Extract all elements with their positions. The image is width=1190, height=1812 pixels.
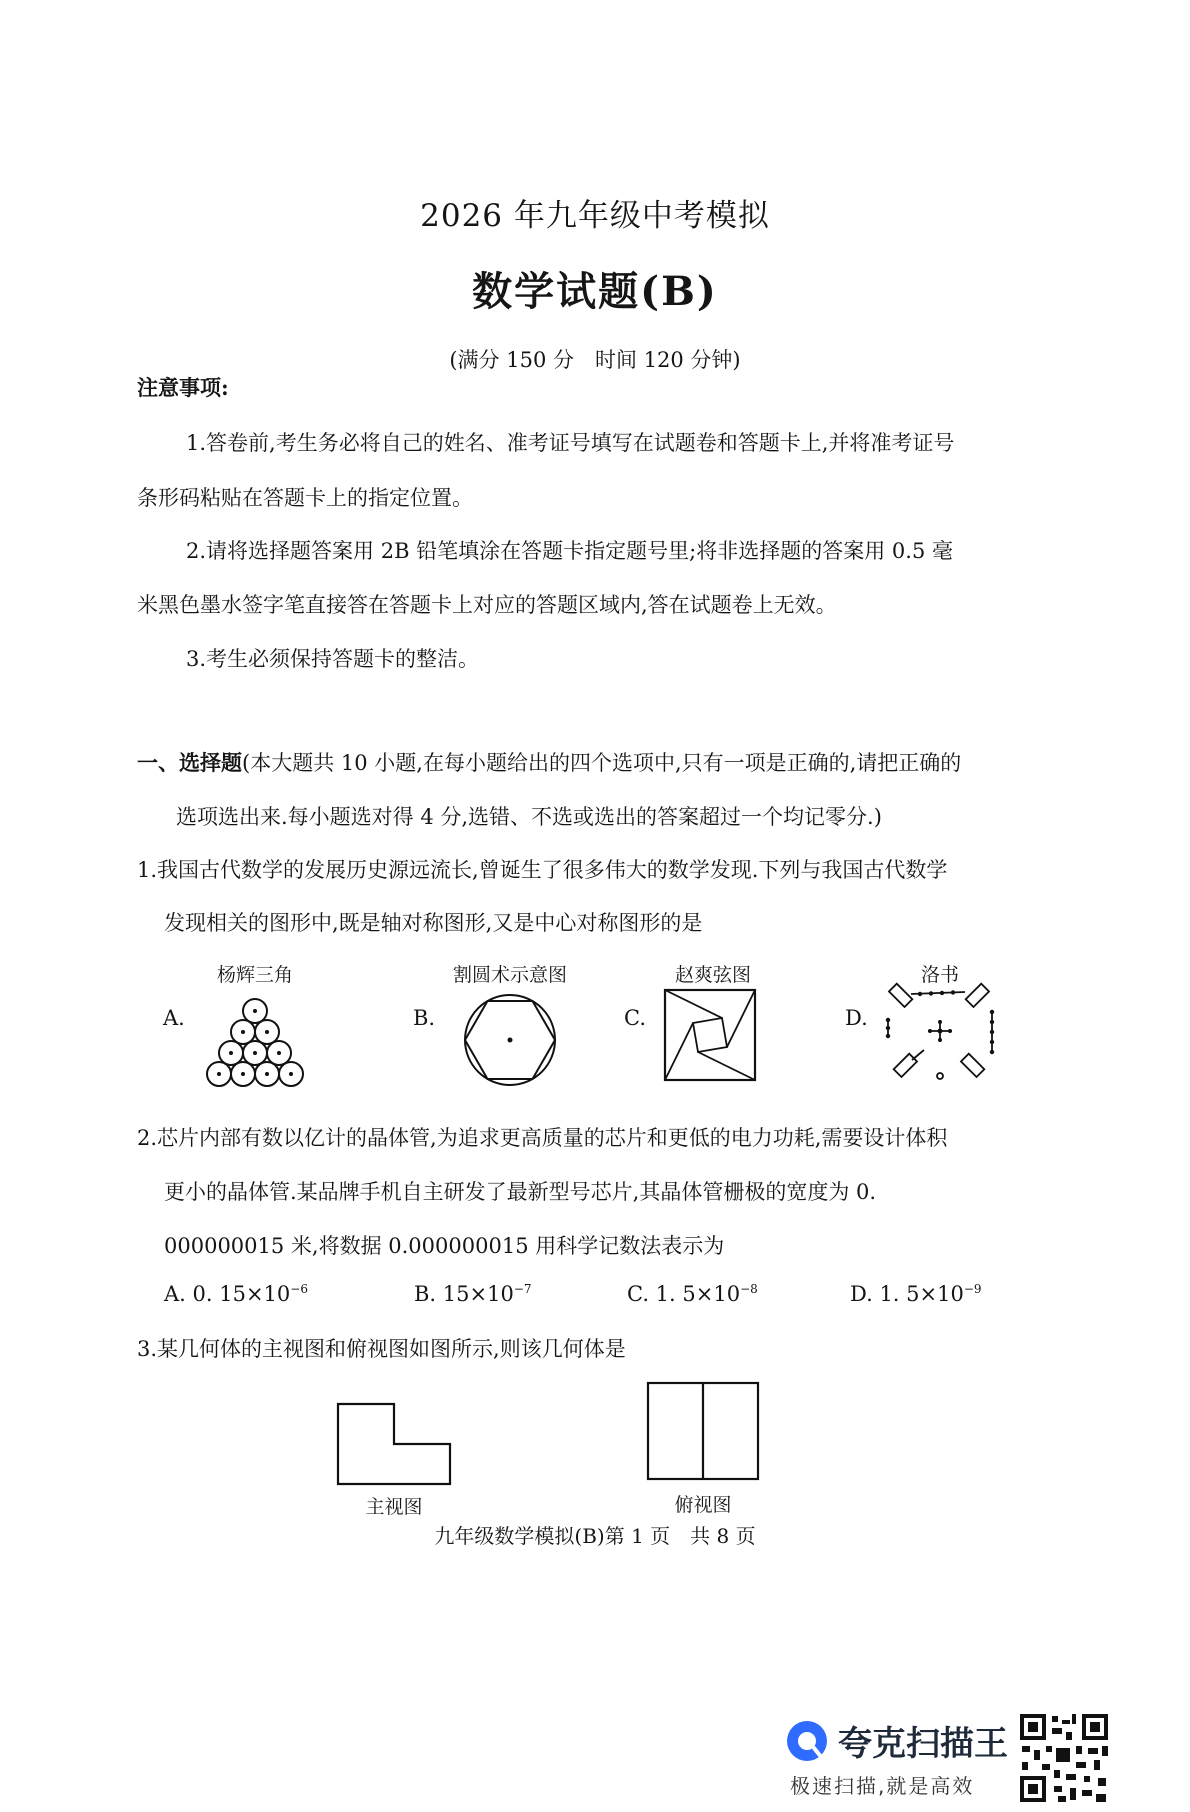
subject-title: 数学试题(B) xyxy=(472,268,718,315)
luoshu-figure xyxy=(880,980,1000,1090)
qr-code-icon xyxy=(1018,1712,1110,1804)
section-1-intro-line-2: 选项选出来.每小题选对得 4 分,选错、不选或选出的答案超过一个均记零分.) xyxy=(176,805,882,829)
q2-option-c-exp: −8 xyxy=(740,1282,758,1296)
q1-option-d-caption: 洛书 xyxy=(920,964,959,986)
q3-line-1: 3.某几何体的主视图和俯视图如图所示,则该几何体是 xyxy=(137,1337,626,1361)
scanner-brand-name: 夸克扫描王 xyxy=(838,1724,1008,1764)
q2-line-2: 更小的晶体管.某品牌手机自主研发了最新型号芯片,其晶体管栅极的宽度为 0. xyxy=(164,1180,877,1204)
score-time: (满分 150 分 时间 120 分钟) xyxy=(449,348,741,372)
q2-option-a-exp: −6 xyxy=(290,1282,308,1296)
q2-option-c-base: C. 1. 5×10 xyxy=(627,1282,741,1306)
q1-option-d-letter: D. xyxy=(845,1006,868,1030)
q1-option-b-caption: 割圆术示意图 xyxy=(452,964,567,986)
page-footer: 九年级数学模拟(B)第 1 页 共 8 页 xyxy=(434,1524,756,1548)
q2-option-d-base: D. 1. 5×10 xyxy=(850,1282,964,1306)
q1-line-1: 1.我国古代数学的发展历史源远流长,曾诞生了很多伟大的数学发现.下列与我国古代数学 xyxy=(137,858,948,882)
q2-option-d-exp: −9 xyxy=(963,1282,982,1296)
exam-title: 2026 年九年级中考模拟 xyxy=(420,198,770,234)
top-view-figure xyxy=(642,1377,766,1487)
front-view-figure xyxy=(332,1398,456,1490)
scanner-logo-icon xyxy=(784,1718,830,1764)
notice-item-1-line-2: 条形码粘贴在答题卡上的指定位置。 xyxy=(137,486,473,510)
front-view-label: 主视图 xyxy=(365,1496,423,1518)
section-1-heading: 一、选择题 xyxy=(137,750,242,775)
q1-option-c-letter: C. xyxy=(624,1006,646,1030)
notice-item-1-line-1: 1.答卷前,考生务必将自己的姓名、准考证号填写在试题卷和答题卡上,并将准考证号 xyxy=(186,431,955,455)
q1-option-a-caption: 杨辉三角 xyxy=(216,964,293,986)
notice-item-2-line-1: 2.请将选择题答案用 2B 铅笔填涂在答题卡指定题号里;将非选择题的答案用 0.5 毫 xyxy=(186,539,953,563)
q2-option-a xyxy=(164,1282,308,1306)
q2-line-3: 000000015 米,将数据 0.000000015 用科学记数法表示为 xyxy=(164,1234,725,1258)
q2-option-b-base: B. 15×10 xyxy=(414,1282,514,1306)
yanghui-triangle-figure xyxy=(190,995,320,1095)
q1-line-2: 发现相关的图形中,既是轴对称图形,又是中心对称图形的是 xyxy=(164,911,703,935)
notice-item-3: 3.考生必须保持答题卡的整洁。 xyxy=(186,647,480,671)
q2-option-b xyxy=(414,1282,532,1306)
zhaoshuang-diagram-figure xyxy=(660,985,760,1085)
section-1-intro-line-1 xyxy=(137,747,961,777)
q2-line-1: 2.芯片内部有数以亿计的晶体管,为追求更高质量的芯片和更低的电力功耗,需要设计体积 xyxy=(137,1126,948,1150)
scanner-slogan: 极速扫描,就是高效 xyxy=(790,1774,975,1798)
circle-hexagon-figure xyxy=(460,990,560,1090)
q2-option-d xyxy=(850,1282,982,1306)
notice-item-2-line-2: 米黑色墨水签字笔直接答在答题卡上对应的答题区域内,答在试题卷上无效。 xyxy=(137,593,837,617)
top-view-label: 俯视图 xyxy=(674,1494,732,1516)
q1-option-c-caption: 赵爽弦图 xyxy=(674,964,751,986)
section-1-intro: (本大题共 10 小题,在每小题给出的四个选项中,只有一项是正确的,请把正确的 xyxy=(242,751,962,775)
q1-option-b-letter: B. xyxy=(413,1006,436,1030)
q2-option-c xyxy=(627,1282,758,1306)
q2-option-b-exp: −7 xyxy=(513,1282,532,1296)
q2-option-a-base: A. 0. 15×10 xyxy=(164,1282,291,1306)
q1-option-a-letter: A. xyxy=(163,1006,185,1030)
notice-heading: 注意事项: xyxy=(137,375,229,400)
